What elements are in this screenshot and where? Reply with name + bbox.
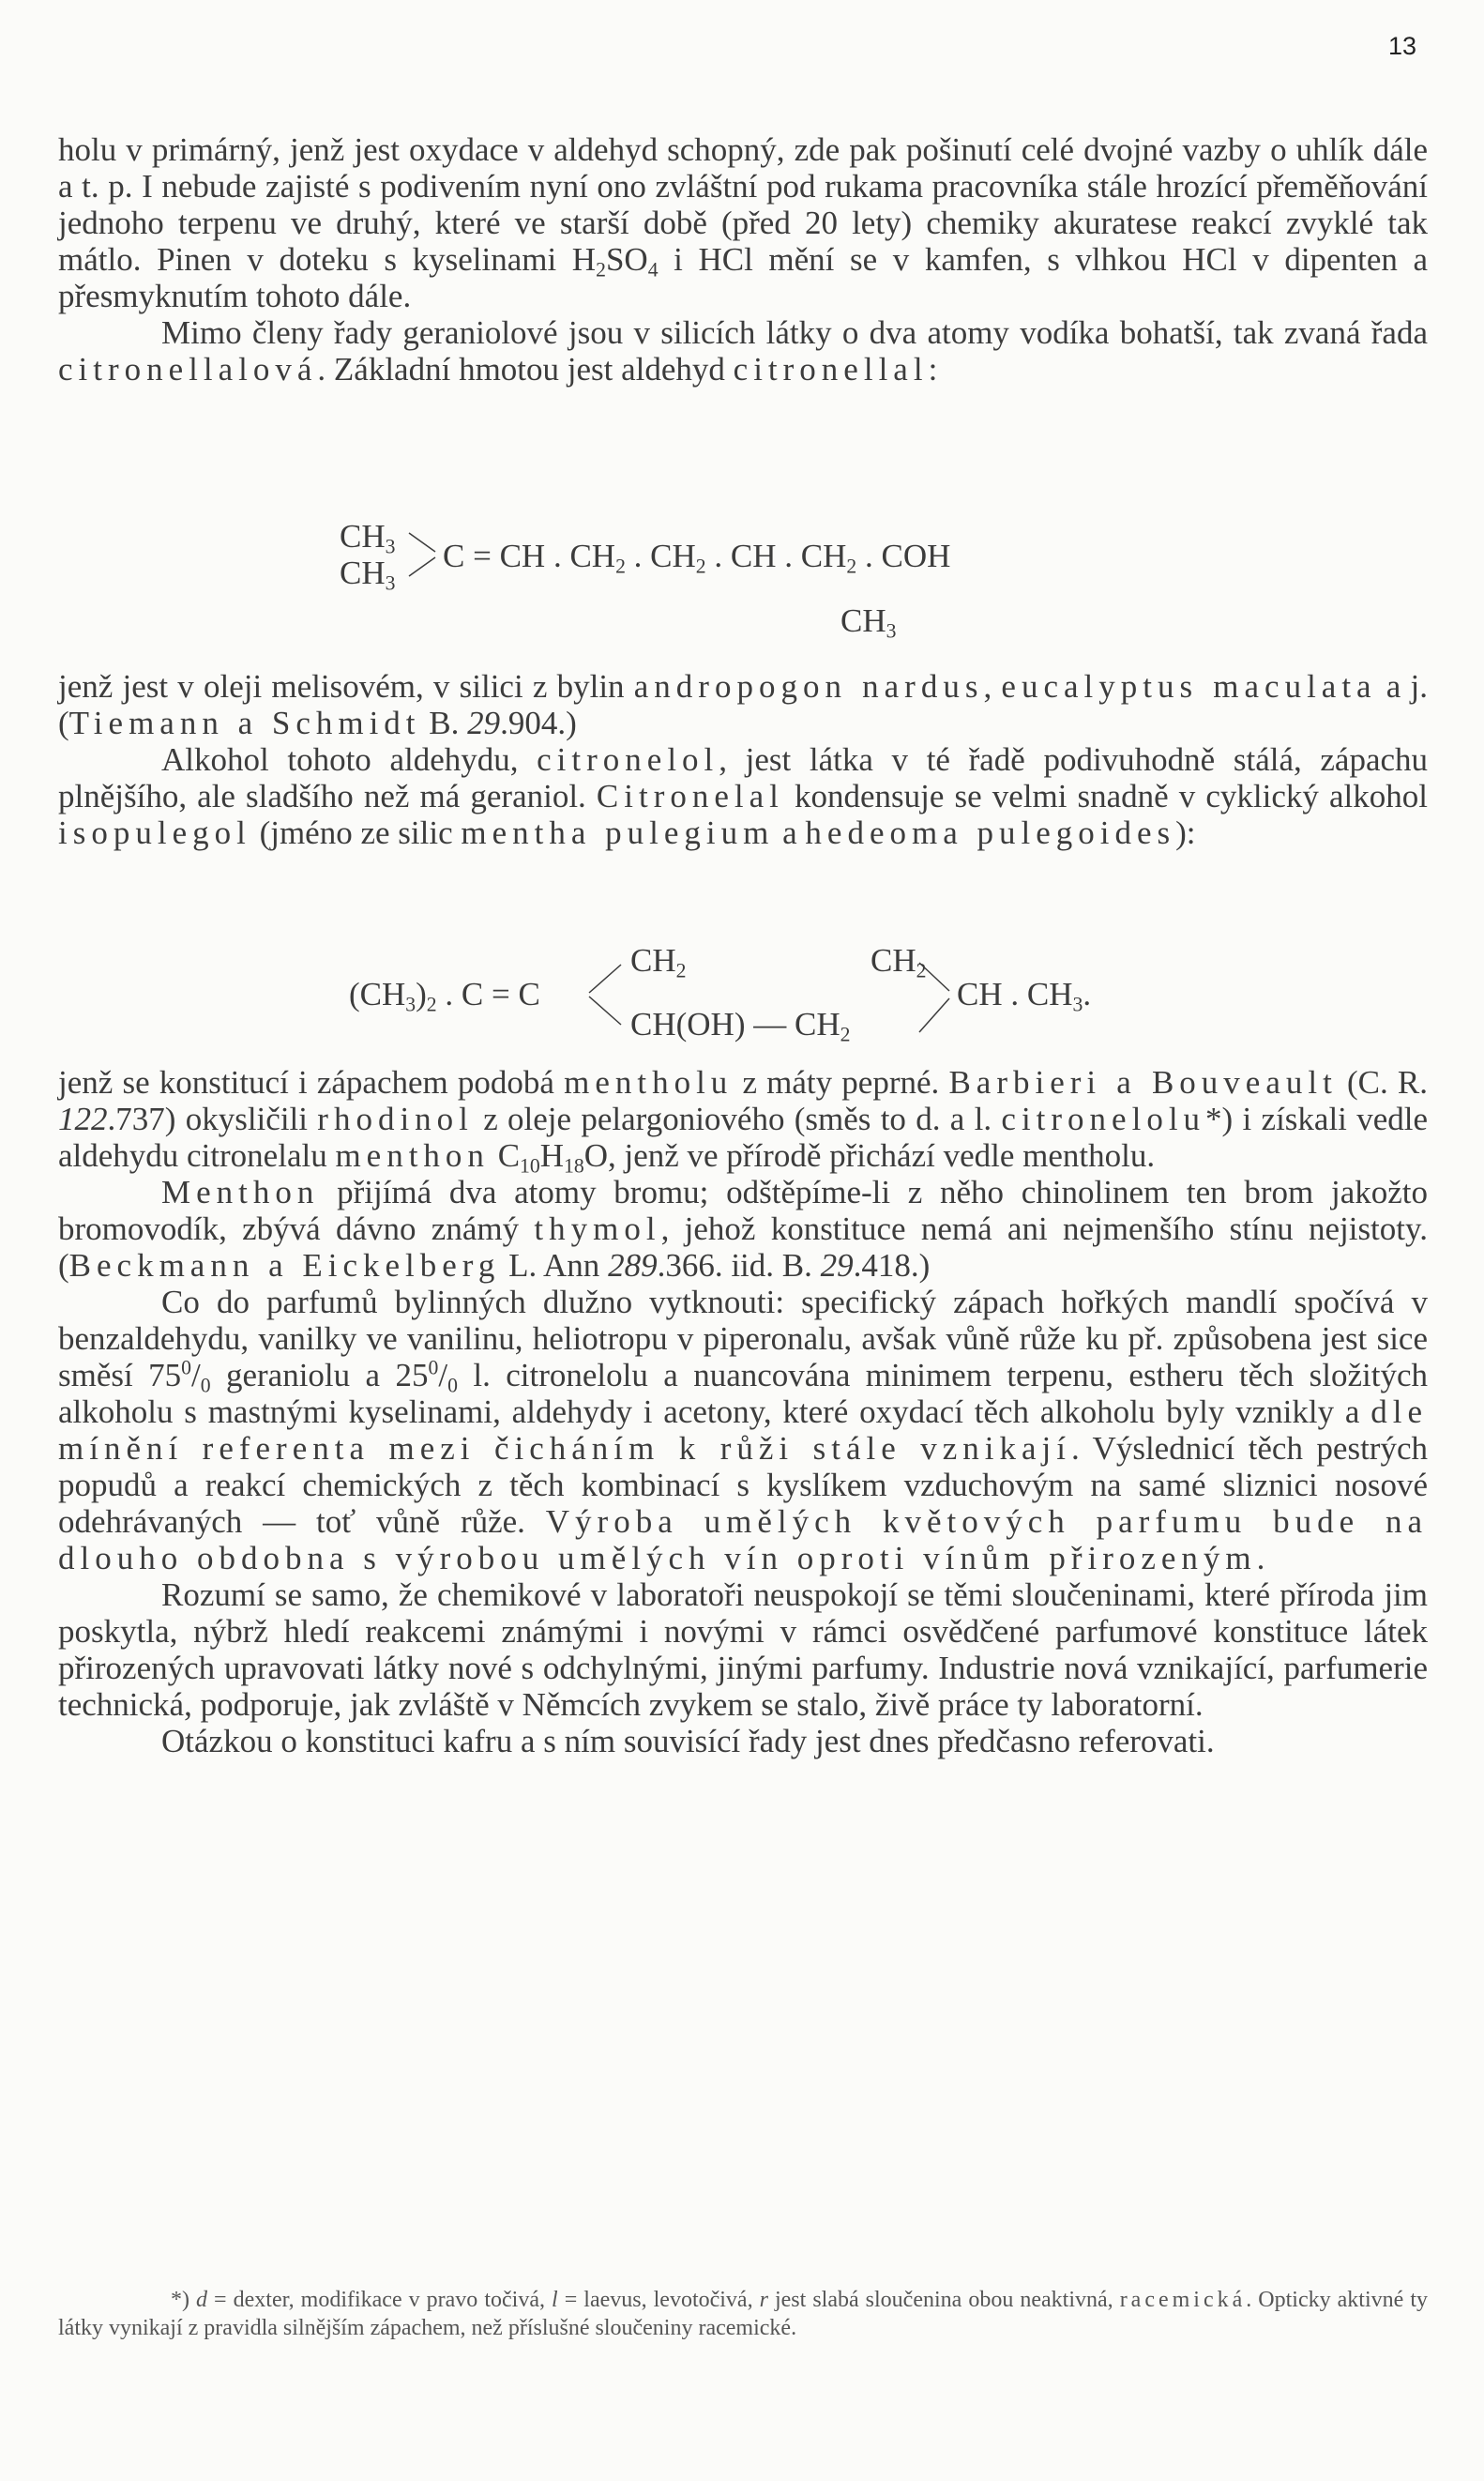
text-run: (jméno ze silic: [250, 814, 462, 851]
italic-term: r: [759, 2288, 768, 2312]
volume-number: 29: [467, 705, 501, 741]
text-run: , jest látka v té řadě podivuhodně stálá, zápachu plnějšího, ale sladšího než má geraniol.: [58, 741, 1429, 814]
subscript: 2: [426, 993, 437, 1016]
formula-isopulegol: [349, 942, 1193, 1055]
subscript: 4: [647, 258, 659, 282]
text-run: = dexter, modifikace v pravo točivá,: [207, 2288, 553, 2312]
formula-top-left: [630, 942, 687, 982]
volume-number: 122: [58, 1101, 108, 1137]
superscript: 0: [428, 1356, 439, 1379]
superscript: 0: [181, 1356, 191, 1379]
text-run: Alkohol tohoto aldehydu,: [161, 741, 538, 778]
text-run: . Opticky aktivné ty látky vynikají z pravidla silnějším zápachem, než příslušné sloučeniny racemické.: [58, 2288, 1428, 2340]
formula-methyl-top: [340, 518, 396, 558]
text-run: holu v primárný, jenž jest oxydace v aldehyd schopný, zde pak pošinutí celé dvojné vazby o uhlík dále a t. p. I nebude zajisté s podivením nyní ono zvláštní pod rukama pracovníka stále hrozící přeměňování jednoho terpenu ve druhý, které ve starší době (před 20 lety) chemiky akuratese reakcí zvyklé tak mátlo. Pinen v doteku s kyselinami H: [58, 131, 1428, 278]
text-run: H: [539, 1137, 565, 1174]
text-run: z máty peprné.: [733, 1064, 949, 1101]
italic-term: l: [552, 2288, 558, 2312]
paragraph-sources: [58, 668, 1428, 741]
spaced-term: citronelolu: [1001, 1101, 1206, 1137]
spaced-term: hedeoma pulegoides: [805, 814, 1176, 851]
text-run: .904.): [500, 705, 577, 741]
paragraph-camphor: Otázkou o konstituci kafru a s ním souvisící řady jest dnes předčasno referovati.: [161, 1723, 1215, 1759]
text-run: a: [774, 814, 806, 851]
formula-right: [957, 976, 1092, 1016]
footnote: [58, 2286, 1428, 2342]
subscript: 2: [840, 1023, 851, 1046]
text-block-lower: [58, 1064, 1428, 1759]
spaced-term: Beckmann a Eickelberg: [68, 1247, 501, 1284]
spaced-term: isopulegol: [58, 814, 251, 851]
text-run: přijímá dva atomy bromu; odštěpíme-li z něho chinolinem ten brom jakožto bromovodík, zbývá dávno známý: [58, 1174, 1428, 1247]
paragraph-laboratory: Rozumí se samo, že chemikové v laboratoři neuspokojí se těmi sloučeninami, které příroda jim poskytla, nýbrž hledí reakcemi známými i novými v rámci osvědčené parfumové konstituce látek přirozených upravovati látky nové s odchylnými, jinými parfumy. Industrie nová vznikající, parfumerie technická, podporuje, jak zvláště v Němcích zvykem se stalo, živě práce ty laboratorní.: [58, 1576, 1428, 1723]
paragraph-menthol: [58, 1064, 1428, 1178]
text-run: ):: [1175, 814, 1196, 851]
spaced-term: Menthon: [161, 1174, 320, 1210]
text-run: .: [1256, 1540, 1265, 1576]
text-run: .418.): [853, 1247, 931, 1284]
formula-bracket-left: [587, 951, 625, 1036]
text-block-middle: [58, 668, 1428, 851]
volume-number: 29: [820, 1247, 854, 1284]
spaced-term: eucalyptus maculata: [1001, 668, 1377, 705]
text-run: (C. R.: [1337, 1064, 1428, 1101]
volume-number: 289: [608, 1247, 658, 1284]
subscript: 2: [695, 555, 706, 578]
spaced-term: citronellal: [733, 351, 929, 388]
subscript: 2: [596, 258, 606, 282]
formula-text: CH . CH: [957, 976, 1073, 1012]
formula-text: ): [416, 976, 427, 1012]
formula-left: [349, 976, 540, 1016]
italic-term: d: [196, 2288, 208, 2312]
spaced-term: Výroba umělých květových parfumu bude na dlouho obdobna s výrobou umělých vín oproti vínům přirozeným: [58, 1503, 1428, 1576]
text-run: Mimo členy řady geraniolové jsou v silicích látky o dva atomy vodíka bohatší, tak zvaná řada: [161, 314, 1428, 351]
formula-text: CH: [340, 518, 386, 555]
text-run: l. citronelolu a nuancována minimem terpenu, estheru těch složitých alkoholu s mastnými kyselinami, aldehydy i acetony, které oxydací těch alkoholu byly vznikly a: [58, 1357, 1428, 1430]
text-run: = laevus, levotočivá,: [557, 2288, 760, 2312]
formula-text: C = CH . CH: [443, 538, 616, 574]
formula-bottom: [630, 1006, 851, 1046]
subscript: 10: [520, 1154, 540, 1178]
text-run: :: [928, 351, 938, 388]
text-run: C: [489, 1137, 521, 1174]
subscript: 0: [447, 1374, 458, 1397]
formula-citronellal: [340, 518, 951, 643]
text-run: Co do parfumů bylinných dlužno vytknouti: specifický zápach hořkých mandlí spočívá v benzaldehydu, vanilky ve vanilinu, heliotropu v piperonalu, avšak vůně růže ku př. způsobena jest sice směsí 75: [58, 1284, 1428, 1393]
subscript: 2: [675, 959, 687, 982]
spaced-term: andropogon nardus: [633, 668, 984, 705]
subscript: 3: [385, 535, 396, 558]
text-run: L. Ann: [500, 1247, 609, 1284]
formula-text: CH: [340, 555, 386, 591]
text-run: , jehož konstituce nemá ani nejmenšího stínu nejistoty. (: [58, 1210, 1428, 1284]
text-run: /: [190, 1357, 201, 1393]
text-run: i HCl mění se v kamfen, s vlhkou HCl v dipenten a přesmyknutím tohoto dále.: [58, 241, 1428, 314]
subscript: 2: [615, 555, 626, 578]
text-run: jenž se konstitucí i zápachem podobá: [58, 1064, 565, 1101]
subscript: 3: [886, 619, 897, 643]
subscript: 3: [405, 993, 416, 1016]
paragraph-citronellal-intro: [58, 314, 1428, 388]
formula-text: CH: [840, 602, 886, 639]
paragraph-terpen: [58, 131, 1428, 314]
spaced-term: mentholu: [564, 1064, 734, 1101]
subscript: 3: [1072, 993, 1083, 1016]
text-run: . Výslednicí těch pestrých popudů a reakcí chemických z těch kombinací s kyslíkem vzduchovým na samé sliznici nosové odehrávaných — toť vůně růže.: [58, 1430, 1428, 1540]
spaced-term: Citronelal: [596, 778, 784, 814]
spaced-term: rhodinol: [317, 1101, 474, 1137]
spaced-term: menthon: [335, 1137, 490, 1174]
text-run: /: [438, 1357, 448, 1393]
spaced-term: citronelol: [537, 741, 719, 778]
page-number: 13: [1387, 32, 1416, 60]
text-run: geraniolu a 25: [210, 1357, 429, 1393]
spaced-term: thymol: [534, 1210, 661, 1247]
subscript: 2: [916, 959, 927, 982]
subscript: 2: [846, 555, 857, 578]
text-run: SO: [605, 241, 648, 278]
formula-methyl-bottom: [340, 555, 396, 595]
subscript: 3: [385, 571, 396, 595]
text-run: jenž jest v oleji melisovém, v silici z bylin: [58, 668, 634, 705]
text-run: .737) okysličili: [107, 1101, 318, 1137]
paragraph-thymol: [58, 1174, 1428, 1284]
paragraph-citronelol: [58, 741, 1428, 851]
spaced-term: dle mínění referenta mezi čicháním k růži stále vznikají: [58, 1393, 1428, 1467]
formula-bracket: [407, 527, 439, 582]
text-run: kondensuje se velmi snadně v cyklický alkohol: [783, 778, 1428, 814]
formula-text: CH: [871, 942, 916, 979]
text-run: *) i získali vedle aldehydu citronelalu: [58, 1101, 1428, 1174]
footnote-block: [58, 2286, 1428, 2342]
paragraph-perfumes: [58, 1284, 1428, 1576]
spaced-term: mentha pulegium: [461, 814, 775, 851]
formula-branch: [840, 602, 897, 643]
spaced-term: citronellalová: [58, 351, 318, 388]
text-run: jest slabá sloučenina obou neaktivná,: [767, 2288, 1120, 2312]
text-run: B.: [420, 705, 468, 741]
formula-text: . CH: [625, 538, 696, 574]
spaced-term: Barbieri a Bouveault: [948, 1064, 1338, 1101]
formula-chain: [443, 538, 951, 578]
formula-text: . CH . CH: [705, 538, 847, 574]
text-run: O, jenž ve přírodě přichází vedle mentholu.: [583, 1137, 1156, 1174]
text-run: *): [171, 2288, 197, 2312]
text-run: . Základní hmotou jest aldehyd: [317, 351, 734, 388]
formula-text: . COH: [856, 538, 951, 574]
formula-text: (CH: [349, 976, 406, 1012]
spaced-term: racemická: [1119, 2288, 1247, 2312]
formula-text: .: [1083, 976, 1092, 1012]
text-block-top: [58, 131, 1428, 388]
subscript: 0: [200, 1374, 211, 1397]
formula-text: CH: [630, 942, 676, 979]
formula-text: CH(OH) — CH: [630, 1006, 840, 1043]
text-run: ,: [983, 668, 1002, 705]
formula-text: . C = C: [436, 976, 540, 1012]
spaced-term: Tiemann a Schmidt: [68, 705, 421, 741]
text-run: .366. iid. B.: [657, 1247, 821, 1284]
subscript: 18: [564, 1154, 584, 1178]
text-run: a j. (: [58, 668, 1428, 741]
formula-bracket-right: [916, 957, 953, 1038]
text-run: z oleje pelargoniového (směs to d. a l.: [473, 1101, 1002, 1137]
